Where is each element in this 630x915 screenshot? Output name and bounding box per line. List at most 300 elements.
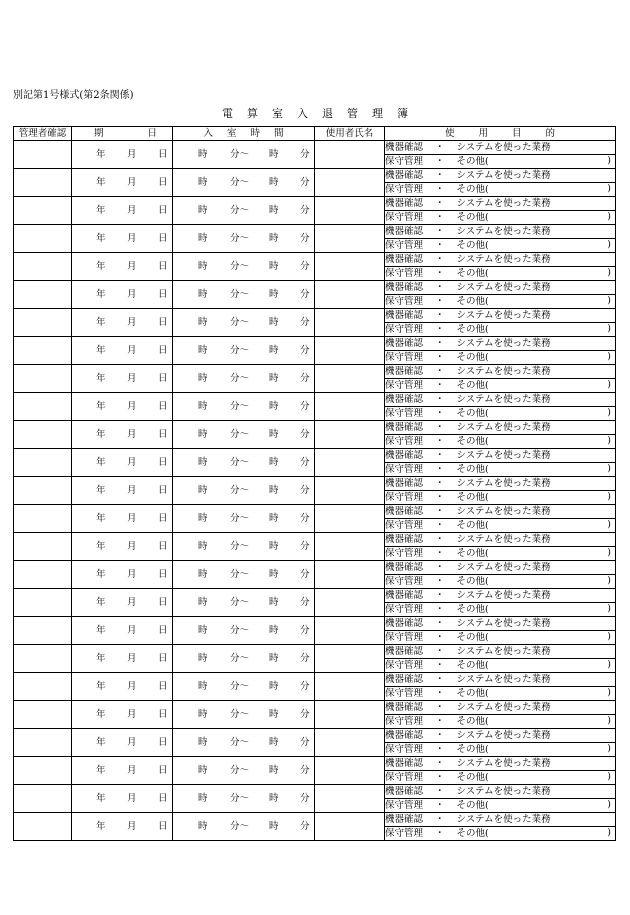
time-cell: [173, 225, 315, 253]
time-fields: [173, 758, 314, 784]
time-cell: [173, 813, 315, 841]
user-name-cell[interactable]: [315, 505, 385, 533]
hour-label: 時: [198, 204, 208, 216]
purpose-separator: ・: [435, 379, 445, 391]
purpose-separator: ・: [435, 617, 445, 629]
purpose-option-line: [385, 239, 616, 253]
purpose-maintenance: 保守管理: [385, 575, 424, 587]
table-row: [14, 337, 616, 351]
hour-label: 時: [269, 652, 279, 664]
admin-confirm-cell[interactable]: [14, 729, 72, 757]
time-cell: [173, 701, 315, 729]
purpose-maintenance: 保守管理: [385, 323, 424, 335]
header-purpose-char: 的: [545, 127, 556, 139]
minute-tilde-label: 分〜: [230, 624, 250, 636]
purpose-other-close: ): [607, 407, 611, 418]
purpose-option-line: [385, 757, 616, 771]
purpose-equipment-check: 機器確認: [385, 309, 424, 321]
time-cell: [173, 533, 315, 561]
purpose-equipment-check: 機器確認: [385, 253, 424, 265]
user-name-cell[interactable]: [315, 673, 385, 701]
month-label: 月: [127, 484, 137, 496]
user-name-cell[interactable]: [315, 393, 385, 421]
purpose-option-line: [385, 253, 616, 267]
date-fields: [72, 478, 172, 504]
purpose-option-line: [385, 673, 616, 687]
hour-label: 時: [269, 708, 279, 720]
admin-confirm-cell[interactable]: [14, 393, 72, 421]
day-label: 日: [158, 344, 168, 356]
purpose-other: その他(: [456, 771, 489, 783]
minute-label: 分: [300, 652, 310, 664]
purpose-maintenance: 保守管理: [385, 239, 424, 251]
purpose-separator: ・: [435, 463, 445, 475]
purpose-option-line: [385, 533, 616, 547]
purpose-other: その他(: [456, 519, 489, 531]
header-purpose-char: 使: [444, 127, 455, 139]
purpose-system-work: システムを使った業務: [456, 561, 551, 573]
purpose-option-line: [385, 379, 616, 393]
purpose-equipment-check: 機器確認: [385, 757, 424, 769]
time-fields: [173, 562, 314, 588]
header-purpose: [385, 127, 616, 141]
purpose-maintenance: 保守管理: [385, 547, 424, 559]
purpose-separator: ・: [435, 393, 445, 405]
purpose-separator: ・: [435, 729, 445, 741]
month-label: 月: [127, 736, 137, 748]
hour-label: 時: [269, 736, 279, 748]
purpose-other: その他(: [456, 435, 489, 447]
table-row: [14, 141, 616, 155]
purpose-separator: ・: [435, 813, 445, 825]
date-cell: [72, 141, 173, 169]
month-label: 月: [127, 260, 137, 272]
admin-confirm-cell[interactable]: [14, 617, 72, 645]
minute-label: 分: [300, 540, 310, 552]
day-label: 日: [158, 736, 168, 748]
date-fields: [72, 590, 172, 616]
table-row: [14, 253, 616, 267]
minute-tilde-label: 分〜: [230, 764, 250, 776]
minute-label: 分: [300, 484, 310, 496]
year-label: 年: [96, 624, 106, 636]
admin-confirm-cell[interactable]: [14, 281, 72, 309]
time-cell: [173, 757, 315, 785]
time-fields: [173, 338, 314, 364]
day-label: 日: [158, 316, 168, 328]
form-number-label: 別記第1号様式(第2条関係): [13, 90, 134, 101]
minute-label: 分: [300, 260, 310, 272]
date-cell: [72, 561, 173, 589]
hour-label: 時: [198, 176, 208, 188]
date-cell: [72, 253, 173, 281]
minute-label: 分: [300, 708, 310, 720]
table-row: [14, 561, 616, 575]
admin-confirm-cell[interactable]: [14, 421, 72, 449]
purpose-system-work: システムを使った業務: [456, 281, 551, 293]
minute-label: 分: [300, 512, 310, 524]
purpose-other-close: ): [607, 183, 611, 194]
purpose-other-close: ): [607, 603, 611, 614]
day-label: 日: [158, 204, 168, 216]
minute-tilde-label: 分〜: [230, 820, 250, 832]
table-row: [14, 589, 616, 603]
year-label: 年: [96, 568, 106, 580]
header-period-char: 日: [147, 127, 158, 139]
purpose-other: その他(: [456, 295, 489, 307]
time-fields: [173, 310, 314, 336]
purpose-equipment-check: 機器確認: [385, 197, 424, 209]
hour-label: 時: [269, 820, 279, 832]
purpose-other-close: ): [607, 743, 611, 754]
admin-confirm-cell[interactable]: [14, 365, 72, 393]
purpose-option-line: [385, 617, 616, 631]
purpose-separator: ・: [435, 281, 445, 293]
purpose-system-work: システムを使った業務: [456, 701, 551, 713]
time-cell: [173, 169, 315, 197]
purpose-option-line: [385, 225, 616, 239]
minute-tilde-label: 分〜: [230, 596, 250, 608]
purpose-equipment-check: 機器確認: [385, 225, 424, 237]
month-label: 月: [127, 232, 137, 244]
time-fields: [173, 198, 314, 224]
user-name-cell[interactable]: [315, 421, 385, 449]
user-name-cell[interactable]: [315, 169, 385, 197]
purpose-option-line: [385, 393, 616, 407]
purpose-system-work: システムを使った業務: [456, 337, 551, 349]
year-label: 年: [96, 484, 106, 496]
purpose-option-line: [385, 575, 616, 589]
purpose-option-line: [385, 351, 616, 365]
minute-label: 分: [300, 176, 310, 188]
purpose-option-line: [385, 281, 616, 295]
purpose-other: その他(: [456, 155, 489, 167]
purpose-maintenance: 保守管理: [385, 519, 424, 531]
admin-confirm-cell[interactable]: [14, 533, 72, 561]
day-label: 日: [158, 372, 168, 384]
time-fields: [173, 422, 314, 448]
purpose-system-work: システムを使った業務: [456, 477, 551, 489]
user-name-cell[interactable]: [315, 141, 385, 169]
header-time-char: 入: [203, 127, 213, 139]
user-name-cell[interactable]: [315, 533, 385, 561]
purpose-separator: ・: [435, 351, 445, 363]
purpose-equipment-check: 機器確認: [385, 729, 424, 741]
time-cell: [173, 729, 315, 757]
purpose-equipment-check: 機器確認: [385, 617, 424, 629]
month-label: 月: [127, 372, 137, 384]
year-label: 年: [96, 764, 106, 776]
time-cell: [173, 141, 315, 169]
purpose-other-close: ): [607, 267, 611, 278]
hour-label: 時: [269, 400, 279, 412]
user-name-cell[interactable]: [315, 757, 385, 785]
month-label: 月: [127, 316, 137, 328]
purpose-separator: ・: [435, 659, 445, 671]
user-name-cell[interactable]: [315, 813, 385, 841]
admin-confirm-cell[interactable]: [14, 505, 72, 533]
time-fields: [173, 534, 314, 560]
minute-tilde-label: 分〜: [230, 512, 250, 524]
user-name-cell[interactable]: [315, 645, 385, 673]
purpose-maintenance: 保守管理: [385, 799, 424, 811]
purpose-option-line: [385, 211, 616, 225]
purpose-equipment-check: 機器確認: [385, 421, 424, 433]
time-fields: [173, 702, 314, 728]
hour-label: 時: [198, 568, 208, 580]
purpose-separator: ・: [435, 435, 445, 447]
day-label: 日: [158, 456, 168, 468]
user-name-cell[interactable]: [315, 225, 385, 253]
minute-label: 分: [300, 372, 310, 384]
purpose-separator: ・: [435, 169, 445, 181]
year-label: 年: [96, 680, 106, 692]
hour-label: 時: [198, 596, 208, 608]
hour-label: 時: [269, 232, 279, 244]
user-name-cell[interactable]: [315, 449, 385, 477]
purpose-equipment-check: 機器確認: [385, 673, 424, 685]
purpose-maintenance: 保守管理: [385, 379, 424, 391]
purpose-other: その他(: [456, 799, 489, 811]
user-name-cell[interactable]: [315, 617, 385, 645]
purpose-option-line: [385, 309, 616, 323]
date-fields: [72, 618, 172, 644]
purpose-option-line: [385, 799, 616, 813]
header-time-char: 時: [250, 127, 261, 139]
date-cell: [72, 813, 173, 841]
admin-confirm-cell[interactable]: [14, 673, 72, 701]
purpose-separator: ・: [435, 421, 445, 433]
time-fields: [173, 730, 314, 756]
user-name-cell[interactable]: [315, 729, 385, 757]
purpose-option-line: [385, 365, 616, 379]
year-label: 年: [96, 512, 106, 524]
purpose-other-close: ): [607, 687, 611, 698]
date-cell: [72, 281, 173, 309]
minute-label: 分: [300, 400, 310, 412]
purpose-other: その他(: [456, 491, 489, 503]
purpose-equipment-check: 機器確認: [385, 561, 424, 573]
purpose-separator: ・: [435, 337, 445, 349]
purpose-option-line: [385, 519, 616, 533]
purpose-maintenance: 保守管理: [385, 659, 424, 671]
minute-tilde-label: 分〜: [230, 484, 250, 496]
purpose-maintenance: 保守管理: [385, 715, 424, 727]
time-fields: [173, 450, 314, 476]
minute-tilde-label: 分〜: [230, 736, 250, 748]
purpose-system-work: システムを使った業務: [456, 225, 551, 237]
admin-confirm-cell[interactable]: [14, 701, 72, 729]
year-label: 年: [96, 652, 106, 664]
date-fields: [72, 702, 172, 728]
purpose-separator: ・: [435, 757, 445, 769]
purpose-maintenance: 保守管理: [385, 827, 424, 839]
day-label: 日: [158, 428, 168, 440]
minute-label: 分: [300, 568, 310, 580]
purpose-other: その他(: [456, 351, 489, 363]
user-name-cell[interactable]: [315, 785, 385, 813]
purpose-separator: ・: [435, 505, 445, 517]
purpose-system-work: システムを使った業務: [456, 757, 551, 769]
table-row: [14, 197, 616, 211]
purpose-separator: ・: [435, 295, 445, 307]
purpose-equipment-check: 機器確認: [385, 813, 424, 825]
purpose-other: その他(: [456, 211, 489, 223]
purpose-separator: ・: [435, 827, 445, 839]
user-name-cell[interactable]: [315, 701, 385, 729]
admin-confirm-cell[interactable]: [14, 645, 72, 673]
date-cell: [72, 337, 173, 365]
minute-tilde-label: 分〜: [230, 652, 250, 664]
date-fields: [72, 534, 172, 560]
minute-tilde-label: 分〜: [230, 232, 250, 244]
time-cell: [173, 673, 315, 701]
user-name-cell[interactable]: [315, 281, 385, 309]
purpose-separator: ・: [435, 239, 445, 251]
purpose-separator: ・: [435, 477, 445, 489]
admin-confirm-cell[interactable]: [14, 813, 72, 841]
year-label: 年: [96, 792, 106, 804]
title-char: 簿: [397, 107, 408, 120]
purpose-option-line: [385, 785, 616, 799]
admin-confirm-cell[interactable]: [14, 757, 72, 785]
date-fields: [72, 394, 172, 420]
minute-tilde-label: 分〜: [230, 456, 250, 468]
date-cell: [72, 365, 173, 393]
purpose-option-line: [385, 477, 616, 491]
date-fields: [72, 814, 172, 840]
month-label: 月: [127, 456, 137, 468]
time-fields: [173, 814, 314, 840]
minute-tilde-label: 分〜: [230, 428, 250, 440]
day-label: 日: [158, 512, 168, 524]
day-label: 日: [158, 792, 168, 804]
table-row: [14, 421, 616, 435]
minute-tilde-label: 分〜: [230, 568, 250, 580]
purpose-option-line: [385, 547, 616, 561]
date-fields: [72, 170, 172, 196]
user-name-cell[interactable]: [315, 253, 385, 281]
purpose-equipment-check: 機器確認: [385, 785, 424, 797]
time-cell: [173, 477, 315, 505]
date-cell: [72, 421, 173, 449]
title-char: 室: [272, 107, 283, 120]
hour-label: 時: [269, 288, 279, 300]
hour-label: 時: [198, 736, 208, 748]
purpose-other: その他(: [456, 659, 489, 671]
purpose-separator: ・: [435, 533, 445, 545]
purpose-other-close: ): [607, 379, 611, 390]
admin-confirm-cell[interactable]: [14, 253, 72, 281]
purpose-equipment-check: 機器確認: [385, 505, 424, 517]
hour-label: 時: [198, 708, 208, 720]
month-label: 月: [127, 764, 137, 776]
admin-confirm-cell[interactable]: [14, 225, 72, 253]
purpose-other: その他(: [456, 267, 489, 279]
user-name-cell[interactable]: [315, 309, 385, 337]
purpose-separator: ・: [435, 267, 445, 279]
admin-confirm-cell[interactable]: [14, 477, 72, 505]
user-name-cell[interactable]: [315, 477, 385, 505]
time-cell: [173, 337, 315, 365]
purpose-other-close: ): [607, 435, 611, 446]
admin-confirm-cell[interactable]: [14, 337, 72, 365]
user-name-cell[interactable]: [315, 365, 385, 393]
hour-label: 時: [269, 344, 279, 356]
purpose-maintenance: 保守管理: [385, 183, 424, 195]
date-cell: [72, 589, 173, 617]
minute-tilde-label: 分〜: [230, 680, 250, 692]
minute-label: 分: [300, 736, 310, 748]
purpose-option-line: [385, 505, 616, 519]
hour-label: 時: [269, 176, 279, 188]
purpose-system-work: システムを使った業務: [456, 589, 551, 601]
admin-confirm-cell[interactable]: [14, 589, 72, 617]
purpose-option-line: [385, 295, 616, 309]
purpose-separator: ・: [435, 211, 445, 223]
day-label: 日: [158, 596, 168, 608]
hour-label: 時: [198, 820, 208, 832]
table-row: [14, 309, 616, 323]
purpose-system-work: システムを使った業務: [456, 197, 551, 209]
hour-label: 時: [198, 232, 208, 244]
purpose-other-close: ): [607, 547, 611, 558]
day-label: 日: [158, 624, 168, 636]
minute-tilde-label: 分〜: [230, 540, 250, 552]
admin-confirm-cell[interactable]: [14, 141, 72, 169]
purpose-option-line: [385, 141, 616, 155]
admin-confirm-cell[interactable]: [14, 309, 72, 337]
admin-confirm-cell[interactable]: [14, 197, 72, 225]
admin-confirm-cell[interactable]: [14, 785, 72, 813]
purpose-system-work: システムを使った業務: [456, 785, 551, 797]
purpose-other: その他(: [456, 827, 489, 839]
date-fields: [72, 422, 172, 448]
purpose-option-line: [385, 337, 616, 351]
purpose-maintenance: 保守管理: [385, 295, 424, 307]
user-name-cell[interactable]: [315, 197, 385, 225]
year-label: 年: [96, 736, 106, 748]
time-fields: [173, 366, 314, 392]
user-name-cell[interactable]: [315, 589, 385, 617]
admin-confirm-cell[interactable]: [14, 561, 72, 589]
minute-label: 分: [300, 792, 310, 804]
purpose-other: その他(: [456, 687, 489, 699]
hour-label: 時: [269, 428, 279, 440]
user-name-cell[interactable]: [315, 561, 385, 589]
purpose-separator: ・: [435, 715, 445, 727]
admin-confirm-cell[interactable]: [14, 449, 72, 477]
purpose-other-close: ): [607, 519, 611, 530]
purpose-maintenance: 保守管理: [385, 267, 424, 279]
admin-confirm-cell[interactable]: [14, 169, 72, 197]
user-name-cell[interactable]: [315, 337, 385, 365]
purpose-separator: ・: [435, 491, 445, 503]
purpose-option-line: [385, 155, 616, 169]
hour-label: 時: [198, 652, 208, 664]
purpose-separator: ・: [435, 309, 445, 321]
purpose-other-close: ): [607, 491, 611, 502]
date-fields: [72, 310, 172, 336]
hour-label: 時: [198, 456, 208, 468]
purpose-option-line: [385, 407, 616, 421]
minute-label: 分: [300, 428, 310, 440]
time-cell: [173, 365, 315, 393]
table-row: [14, 477, 616, 491]
month-label: 月: [127, 540, 137, 552]
purpose-option-line: [385, 169, 616, 183]
time-fields: [173, 478, 314, 504]
